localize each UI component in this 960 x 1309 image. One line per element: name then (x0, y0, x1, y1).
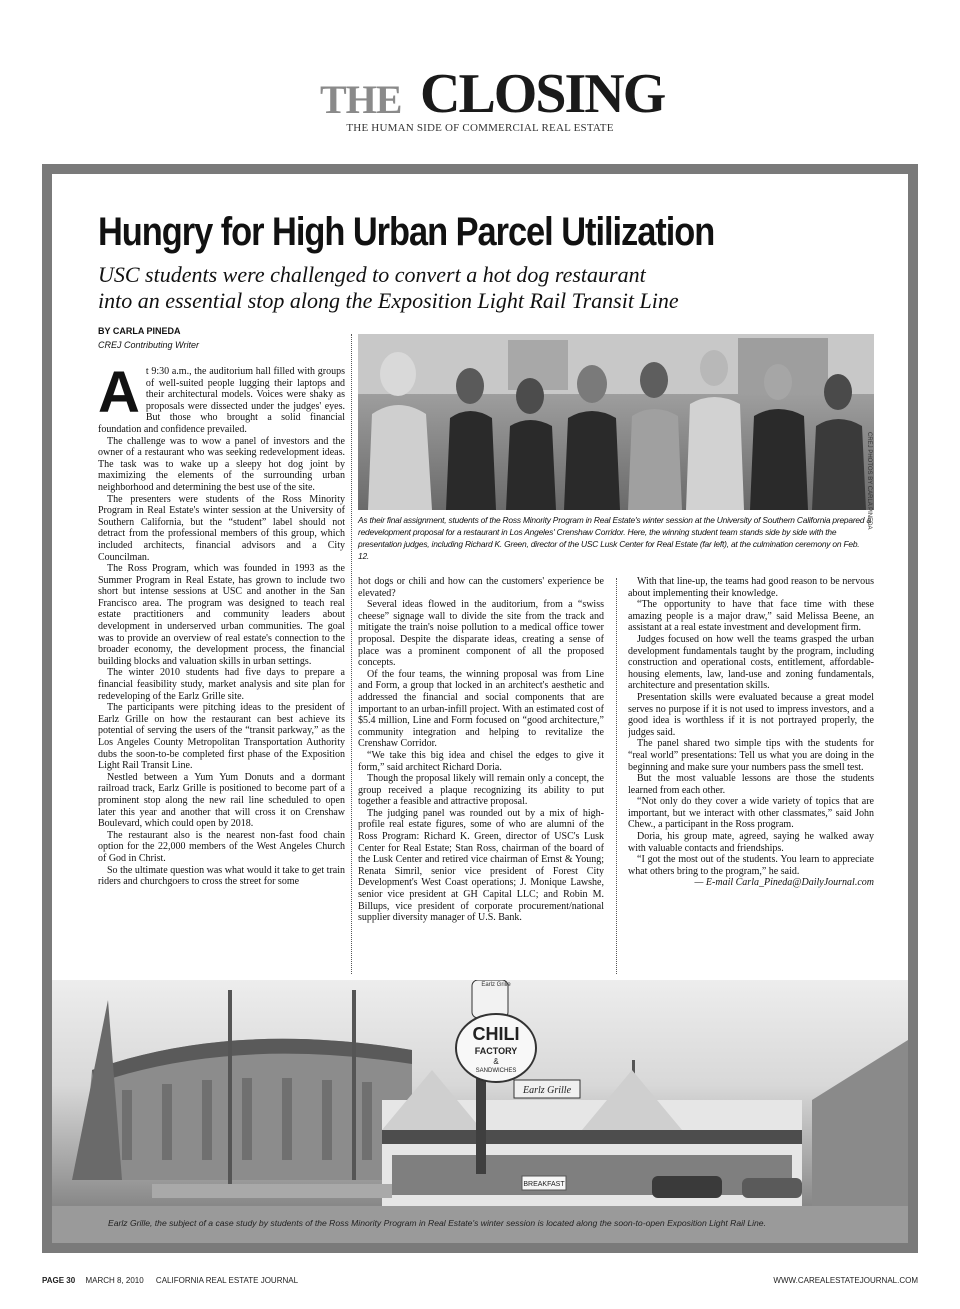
paragraph: Of the four teams, the winning proposal was from Line and Form, a group that locked in an architect's aesthetic and addressed the financial and social components that are important to an urban-infill project. With an estimated cost of $5.4 million, Line and Form focused on “good architecture,” community integration and helping to revitalize the Crenshaw Corridor. (358, 668, 604, 750)
paragraph: “We take this big idea and chisel the edges to give it form,” said architect Richard Doria. (358, 749, 604, 773)
paragraph: “Not only do they cover a wide variety of topics that are important, but we interact with other classmates,” said John Chew., a participant in the Ross program. (628, 796, 874, 831)
paragraph: But the most valuable lessons are those the students learned from each other. (628, 773, 874, 796)
paragraph: Though the proposal likely will remain only a concept, the group received a plaque recognizing its ability to put together a feasible and attractive proposal. (358, 773, 604, 808)
column-rule (351, 334, 352, 974)
byline-title: CREJ Contributing Writer (98, 340, 200, 350)
paragraph: The judging panel was rounded out by a mix of high-profile real estate figures, some of who are alumni of the Ross Program: Richard K. Green, director of USC's Lusk Center for Real Estate; Stan Ross, chairman of the board of the Lusk Center and retired vice chairman of Ernst & Young; Renata Simril, senior vice president of Forest City Development's West Coast operations; J. Monique Lawshe, senior vice president at GH Capital LLC; and Robin M. Billups, vice president of corporate procurement/national supplier diversity manager of U.S. Bank. (358, 807, 604, 924)
paragraph: The challenge was to wow a panel of investors and the owner of a restaurant who was seeking redevelopment ideas. The task was to wake up a sleepy hot dog joint by maximizing the elements of the surrounding urban neighborhood and determining the best use of the site. (98, 435, 345, 493)
paragraph: The winter 2010 students had five days to prepare a financial feasibility study, market analysis and site plan for redeveloping of the Earlz Grille site. (98, 667, 345, 702)
page-number: PAGE 30 (42, 1276, 76, 1285)
paragraph: The panel shared two simple tips with the students for “real world” presentations: Tell us what you are doing in the beginning and make sure your numbers pass the smell test. (628, 738, 874, 773)
paragraph: Judges focused on how well the teams grasped the urban development fundamentals taught by the program, including construction and operational costs, entitlement, affordable-housing elements, law, land-use and zoning fundamentals, architecture and presentation skills. (628, 633, 874, 692)
sign-sandwiches: SANDWICHES (475, 1068, 517, 1074)
deck (98, 262, 878, 314)
paragraph: “I got the most out of the students. You learn to appreciate what others bring to the program,” he said. (628, 854, 874, 877)
paragraph: The presenters were students of the Ross Minority Program in Real Estate's winter session at the University of Southern California, but the “student” label should not detract from the professional members of this group, which included architects, financial advisors and a City Councilman. (98, 493, 345, 563)
paragraph: The Ross Program, which was founded in 1993 as the Summer Program in Real Estate, has grown to include two short but intense sessions at USC and another in the San Francisco area. The program was designed to teach real estate practitioners and community leaders about development in underserved urban communities. The goal was to provide an overview of real estate's connection to the broader economy, the development process, the financial building blocks and valuation skills in urban settings. (98, 563, 345, 667)
deck-line-2: into an essential stop along the Exposition Light Rail Transit Line (98, 288, 679, 313)
storefront-sign: Earlz Grille (522, 1085, 572, 1096)
sign-ampersand: & (493, 1057, 499, 1066)
byline: BY CARLA PINEDA (98, 326, 181, 336)
paragraph: Doria, his group mate, agreed, saying he walked away with valuable contacts and friendships. (628, 831, 874, 854)
masthead-closing: CLOSING (420, 63, 665, 125)
article-column-3 (628, 576, 874, 966)
paragraph: The participants were pitching ideas to the president of Earlz Grille on how the restaurant can best achieve its potential of serving the users of the “transit parkway,” as the Los Angeles County Metropolitan Transportation Authority dubs the soon-to-be completed first phase of the Exposition Light Rail Transit Line. (98, 702, 345, 772)
sign-chili: CHILI (472, 1024, 520, 1044)
publication-url: WWW.CAREALESTATEJOURNAL.COM (773, 1276, 918, 1285)
restaurant-photo-illustration (52, 980, 908, 1243)
paragraph: Presentation skills were evaluated because a great model serves no purpose if it is not used to impress investors, and a good idea is worthless if it is not portrayed properly, the judges said. (628, 691, 874, 738)
drop-cap: A (98, 366, 140, 425)
breakfast-sign: BREAKFAST (523, 1181, 565, 1188)
headline: Hungry for High Urban Parcel Utilization (98, 210, 715, 254)
paragraph: So the ultimate question was what would it take to get train riders and churchgoers to cross the street for some (98, 864, 345, 888)
article-column-2 (358, 576, 604, 966)
paragraph: hot dogs or chili and how can the customers' experience be elevated? (358, 576, 604, 599)
folio-left (42, 1276, 298, 1285)
article-frame (42, 164, 918, 1253)
masthead-tagline: THE HUMAN SIDE OF COMMERCIAL REAL ESTATE (346, 122, 614, 134)
photo-caption: As their final assignment, students of the Ross Minority Program in Real Estate's winter session at the University of Southern California prepared a redevelopment proposal for a restaurant in Los Angeles' Crenshaw Corridor. Here, the winning student team stands side by side with the presentation judges, including Richard K. Green, director of the USC Lusk Center for Real Estate (far left), at the culmination ceremony on Feb. 12. (358, 515, 871, 561)
team-photo-illustration (358, 334, 874, 510)
column-rule (616, 578, 617, 974)
article-column-1 (98, 366, 345, 966)
restaurant-photo (52, 980, 908, 1243)
paragraph: Nestled between a Yum Yum Donuts and a dormant railroad track, Earlz Grille is positioned to become part of a prominent stop along the new rail line scheduled to open later this year and another that will cross it on Crenshaw Boulevard, which could open by 2018. (98, 771, 345, 830)
paragraph: Several ideas flowed in the auditorium, from a “swiss cheese” signage wall to divide the site from the track and mitigate the train's noise pollution to a medical office tower proposal. Despite the disparate ideas, creating a sense of place was a prominent component of all the proposed concepts. (358, 599, 604, 669)
publication-name: CALIFORNIA REAL ESTATE JOURNAL (155, 1276, 299, 1285)
folio (42, 1276, 918, 1290)
article-body (52, 174, 908, 1243)
deck-line-1: USC students were challenged to convert a hot dog restaurant (98, 262, 646, 287)
photo-credit: CREJ PHOTOS BY CARLA PINEDA (866, 432, 872, 530)
sign-factory: FACTORY (474, 1046, 518, 1056)
issue-date: MARCH 8, 2010 (85, 1276, 144, 1285)
paragraph: With that line-up, the teams had good reason to be nervous about implementing their knowledge. (628, 576, 874, 599)
paragraph: The restaurant also is the nearest non-fast food chain option for the 22,000 members of the West Angeles Church of God in Christ. (98, 829, 345, 864)
masthead-the: THE (320, 77, 402, 122)
paragraph: “The opportunity to have that face time with these amazing people is a major draw,” said Melissa Beene, an assistant at a real estate investment and development firm. (628, 599, 874, 634)
paragraph: At 9:30 a.m., the auditorium hall filled with groups of well-suited people lugging their laptops and their architectural models. Voices were shaky as proposals were dissected under the judges' eyes. But those who brought a solid financial foundation and confidence prevailed. (98, 366, 345, 435)
restaurant-photo-caption: Earlz Grille, the subject of a case study by students of the Ross Minority Program in Real Estate's winter session is located along the soon-to-open Exposition Light Rail Line. (108, 1218, 766, 1228)
author-email: — E-mail Carla_Pineda@DailyJournal.com (694, 877, 874, 889)
masthead-logo (320, 63, 665, 125)
team-photo (358, 334, 874, 510)
sign-top-text: Earlz Grille (481, 982, 511, 988)
